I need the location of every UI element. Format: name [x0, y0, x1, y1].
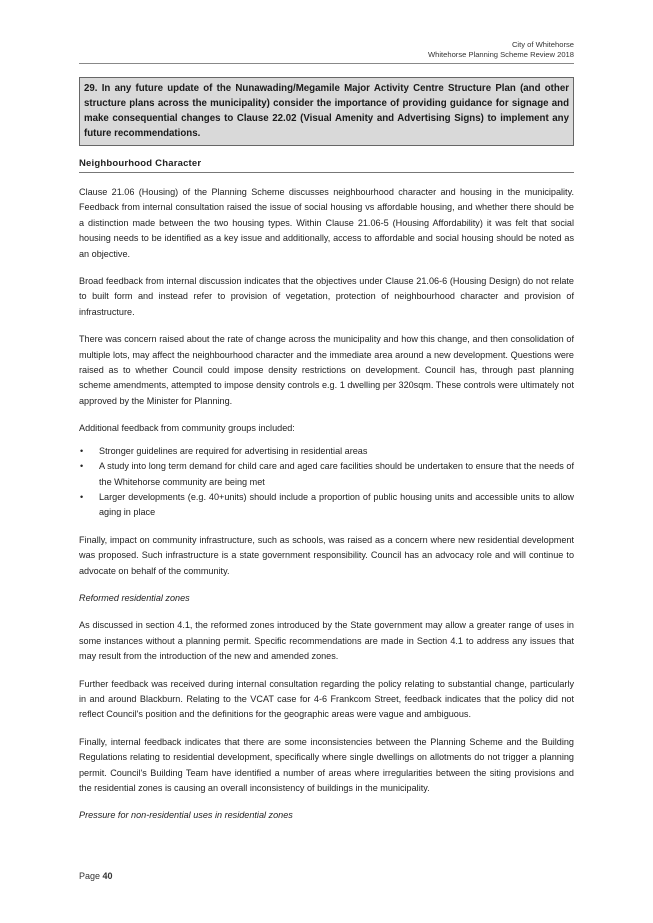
paragraph-community-infrastructure: Finally, impact on community infrastructure, such as schools, was raised as a concern where new residential development was proposed. Such infrastructure is a state government responsibility. Council has an advocacy role and will continue to advocate on behalf of the community.	[79, 534, 574, 576]
page-number: 40	[102, 871, 113, 881]
bullet-icon: •	[80, 461, 84, 472]
subheading-non-residential-pressure: Pressure for non-residential uses in residential zones	[79, 810, 293, 821]
page-label: Page	[79, 871, 101, 881]
page-footer	[79, 871, 113, 881]
paragraph-housing-design: Broad feedback from internal discussion indicates that the objectives under Clause 21.06-6 (Housing Design) do not relate to built form and instead refer to provision of vegetation, protection of neighbourhood character and provision of infrastructure.	[79, 276, 574, 317]
header-divider	[79, 63, 574, 64]
header-organisation: City of Whitehorse	[511, 40, 574, 49]
bullet-icon: •	[80, 445, 84, 456]
recommendation-text: In any future update of the Nunawading/Megamile Major Activity Centre Structure Plan (and other structure plans across the municipality) consider the importance of providing guidance for signage and make consequential changes to Clause 22.02 (Visual Amenity and Advertising Signs) to implement any future recommendations.	[84, 83, 569, 139]
paragraph-rate-of-change: There was concern raised about the rate of change across the municipality and how this change, and then consolidation of multiple lots, may affect the neighbourhood character and the immediate area around a new development. Questions were raised as to whether Council could impose density restrictions on development. Council has, through past planning scheme amendments, attempted to impose density controls e.g. 1 dwelling per 320sqm. These controls were ultimately not approved by the Minister for Planning.	[79, 334, 574, 406]
paragraph-community-feedback-intro: Additional feedback from community groups included:	[79, 423, 295, 434]
paragraph-reformed-zones: As discussed in section 4.1, the reformed zones introduced by the State government may allow a greater range of uses in some instances without a planning permit. Specific recommendations are made in Section 4.1 to address any issues that may result from the introduction of the new and amended zones.	[79, 620, 574, 662]
bullet-icon: •	[80, 491, 84, 502]
subheading-reformed-zones: Reformed residential zones	[79, 592, 190, 603]
community-feedback-list	[79, 444, 574, 521]
page-content	[79, 77, 574, 824]
list-item: • Stronger guidelines are required for advertising in residential areas	[79, 444, 574, 459]
page-header	[428, 40, 574, 60]
list-item: • A study into long term demand for child care and aged care facilities should be undertaken to ensure that the needs of the Whitehorse community are being met	[80, 461, 574, 487]
section-heading: Neighbourhood Character	[79, 158, 574, 173]
recommendation-box	[79, 77, 574, 146]
paragraph-substantial-change: Further feedback was received during internal consultation regarding the policy relating to substantial change, particularly in and around Blackburn. Relating to the VCAT case for 4-6 Frankcom Street, feedback indicates that the policy did not reflect Council's position and the definitions for the geographic areas were vague and ambiguous.	[79, 678, 574, 720]
recommendation-number: 29.	[84, 83, 98, 94]
header-document-title: Whitehorse Planning Scheme Review 2018	[427, 50, 574, 59]
list-item: • Larger developments (e.g. 40+units) should include a proportion of public housing units and accessible units to allow aging in place	[80, 491, 574, 518]
paragraph-housing: Clause 21.06 (Housing) of the Planning Scheme discusses neighbourhood character and housing in the municipality. Feedback from internal consultation raised the issue of social housing vs affordable housing, and whether there should be a distinction made between the two housing types. Within Clause 21.06-5 (Housing Affordability) it was felt that social housing needs to be identified as a key issue and additionally, access to affordable and social housing should be noted as an objective.	[79, 187, 574, 259]
paragraph-building-regulations: Finally, internal feedback indicates that there are some inconsistencies between the Planning Scheme and the Building Regulations relating to residential development, specifically where single dwellings on allotments do not trigger a planning permit. Council's Building Team have identified a number of areas where irregularities between the siting provisions and the residential zones is causing an overall inconsistency of buildings in the municipality.	[79, 736, 574, 793]
